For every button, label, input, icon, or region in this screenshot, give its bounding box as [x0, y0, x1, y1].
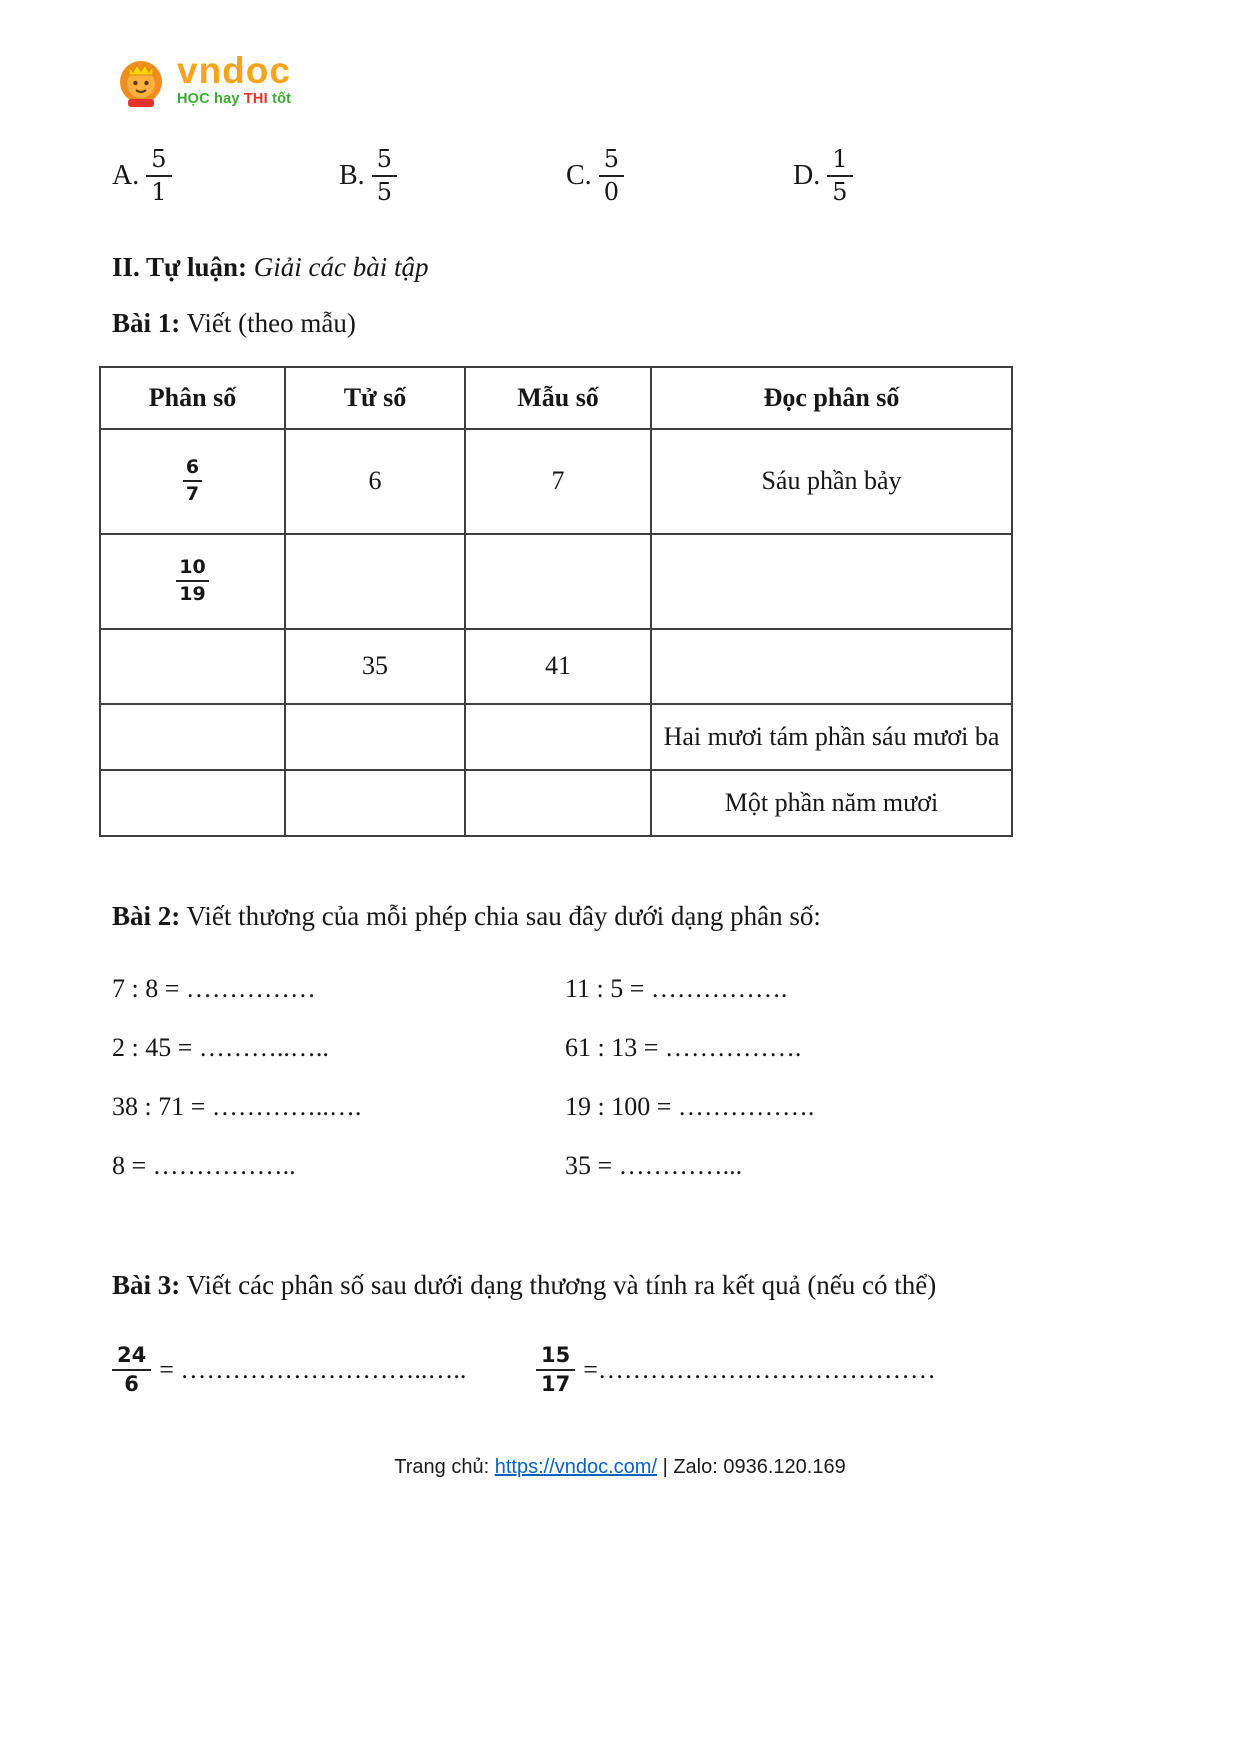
cell-mau-so [465, 534, 651, 629]
cell-mau-so [465, 704, 651, 770]
choice-a-label: A. [112, 159, 140, 191]
exercise-fraction [112, 1344, 151, 1397]
cell-tu-so [285, 770, 465, 836]
fraction-blank [536, 1344, 936, 1397]
section-ii-subtitle: Giải các bài tập [247, 251, 429, 282]
col-header-mau-so: Mẫu số [465, 367, 651, 429]
cell-doc-phan-so [651, 629, 1012, 704]
bai2-heading [112, 899, 1125, 933]
fraction-numerator: 5 [146, 146, 171, 177]
table-fraction [183, 457, 202, 505]
choice-b-label: B. [339, 159, 365, 191]
fraction-numerator: 1 [827, 146, 852, 177]
fraction-denominator: 6 [124, 1372, 139, 1397]
division-blank: 35 = …………... [565, 1150, 743, 1180]
division-blank: 11 : 5 = ……………. [565, 973, 788, 1003]
cell-mau-so: 41 [465, 629, 651, 704]
division-blank: 61 : 13 = ……………. [565, 1032, 802, 1062]
fraction-numerator: 15 [536, 1344, 575, 1372]
table-header-row [100, 367, 1012, 429]
fraction-numerator: 6 [183, 457, 202, 481]
bai2-exercises [112, 973, 1125, 1182]
tagline-tot: tốt [267, 91, 292, 108]
choice-d-fraction [827, 146, 852, 206]
bai3-text: Viết các phân số sau dưới dạng thương và tính ra kết quả (nếu có thể) [180, 1269, 937, 1300]
choice-c-fraction [599, 146, 624, 206]
cell-tu-so: 35 [285, 629, 465, 704]
choice-d-label: D. [793, 159, 821, 191]
division-blank: 38 : 71 = …………..…. [112, 1091, 362, 1121]
bai1-label: Bài 1: [112, 307, 181, 338]
fraction-denominator: 5 [832, 177, 848, 206]
division-blank: 8 = …………….. [112, 1150, 296, 1180]
col-header-phan-so: Phân số [100, 367, 285, 429]
exercise-fraction [536, 1344, 575, 1397]
cell-tu-so [285, 704, 465, 770]
logo-text [177, 52, 291, 108]
fraction-denominator: 17 [541, 1372, 571, 1397]
vndoc-mascot-icon [112, 52, 170, 108]
table-row [100, 534, 1012, 629]
bai3-label: Bài 3: [112, 1269, 181, 1300]
cell-phan-so [100, 534, 285, 629]
bai2-label: Bài 2: [112, 900, 181, 931]
footer-prefix: Trang chủ: [394, 1456, 495, 1478]
brand-name: vndoc [177, 50, 291, 92]
cell-doc-phan-so [651, 534, 1012, 629]
vndoc-logo [112, 48, 1125, 112]
bai2-text: Viết thương của mỗi phép chia sau đây dưới dạng phân số: [180, 900, 821, 931]
cell-phan-so-empty [100, 704, 285, 770]
fraction-numerator: 5 [599, 146, 624, 177]
choice-c [566, 146, 793, 206]
brand-tagline [177, 92, 291, 108]
answer-dots: =………………………………… [583, 1355, 936, 1385]
division-blank: 7 : 8 = …………… [112, 973, 316, 1003]
division-blank: 2 : 45 = ………..….. [112, 1032, 329, 1062]
table-row [100, 629, 1012, 704]
bai1-text: Viết (theo mẫu) [180, 307, 356, 338]
choice-a-fraction [146, 146, 171, 206]
choice-b [339, 146, 566, 206]
choice-a [112, 146, 339, 206]
bai3-heading [112, 1268, 1125, 1302]
choice-d [793, 146, 1020, 206]
cell-tu-so [285, 534, 465, 629]
table-row [100, 770, 1012, 836]
tagline-thi: THI [243, 91, 268, 108]
cell-doc-phan-so: Một phần năm mươi [651, 770, 1012, 836]
fraction-denominator: 7 [185, 482, 200, 505]
cell-tu-so: 6 [285, 429, 465, 534]
section-ii-title: II. Tự luận: [112, 251, 248, 282]
fraction-denominator: 1 [151, 177, 167, 206]
fraction-blank [112, 1344, 536, 1397]
division-blank: 19 : 100 = ……………. [565, 1091, 815, 1121]
table-row [100, 429, 1012, 534]
bai1-table [99, 366, 1013, 837]
cell-phan-so-empty [100, 629, 285, 704]
fraction-denominator: 5 [376, 177, 392, 206]
cell-doc-phan-so: Hai mươi tám phần sáu mươi ba [651, 704, 1012, 770]
col-header-tu-so: Tử số [285, 367, 465, 429]
cell-mau-so: 7 [465, 429, 651, 534]
tagline-hoc-hay: HỌC hay [177, 91, 244, 108]
page-footer [0, 1456, 1240, 1479]
table-fraction [176, 557, 208, 605]
fraction-numerator: 24 [112, 1344, 151, 1372]
cell-doc-phan-so: Sáu phần bảy [651, 429, 1012, 534]
bai1-heading [112, 306, 1125, 340]
answer-choices-row [112, 146, 1125, 206]
cell-mau-so [465, 770, 651, 836]
fraction-numerator: 10 [176, 557, 208, 581]
footer-suffix: | Zalo: 0936.120.169 [657, 1456, 846, 1478]
fraction-denominator: 0 [603, 177, 619, 206]
cell-phan-so-empty [100, 770, 285, 836]
choice-b-fraction [372, 146, 397, 206]
section-ii-heading [112, 250, 1125, 284]
fraction-denominator: 19 [179, 582, 206, 605]
bai3-exercises [112, 1344, 1125, 1397]
table-row [100, 704, 1012, 770]
fraction-numerator: 5 [372, 146, 397, 177]
col-header-doc-phan-so: Đọc phân số [651, 367, 1012, 429]
answer-dots: = ………………………..….. [159, 1355, 467, 1385]
homepage-link[interactable]: https://vndoc.com/ [494, 1456, 658, 1478]
choice-c-label: C. [566, 159, 592, 191]
cell-phan-so [100, 429, 285, 534]
